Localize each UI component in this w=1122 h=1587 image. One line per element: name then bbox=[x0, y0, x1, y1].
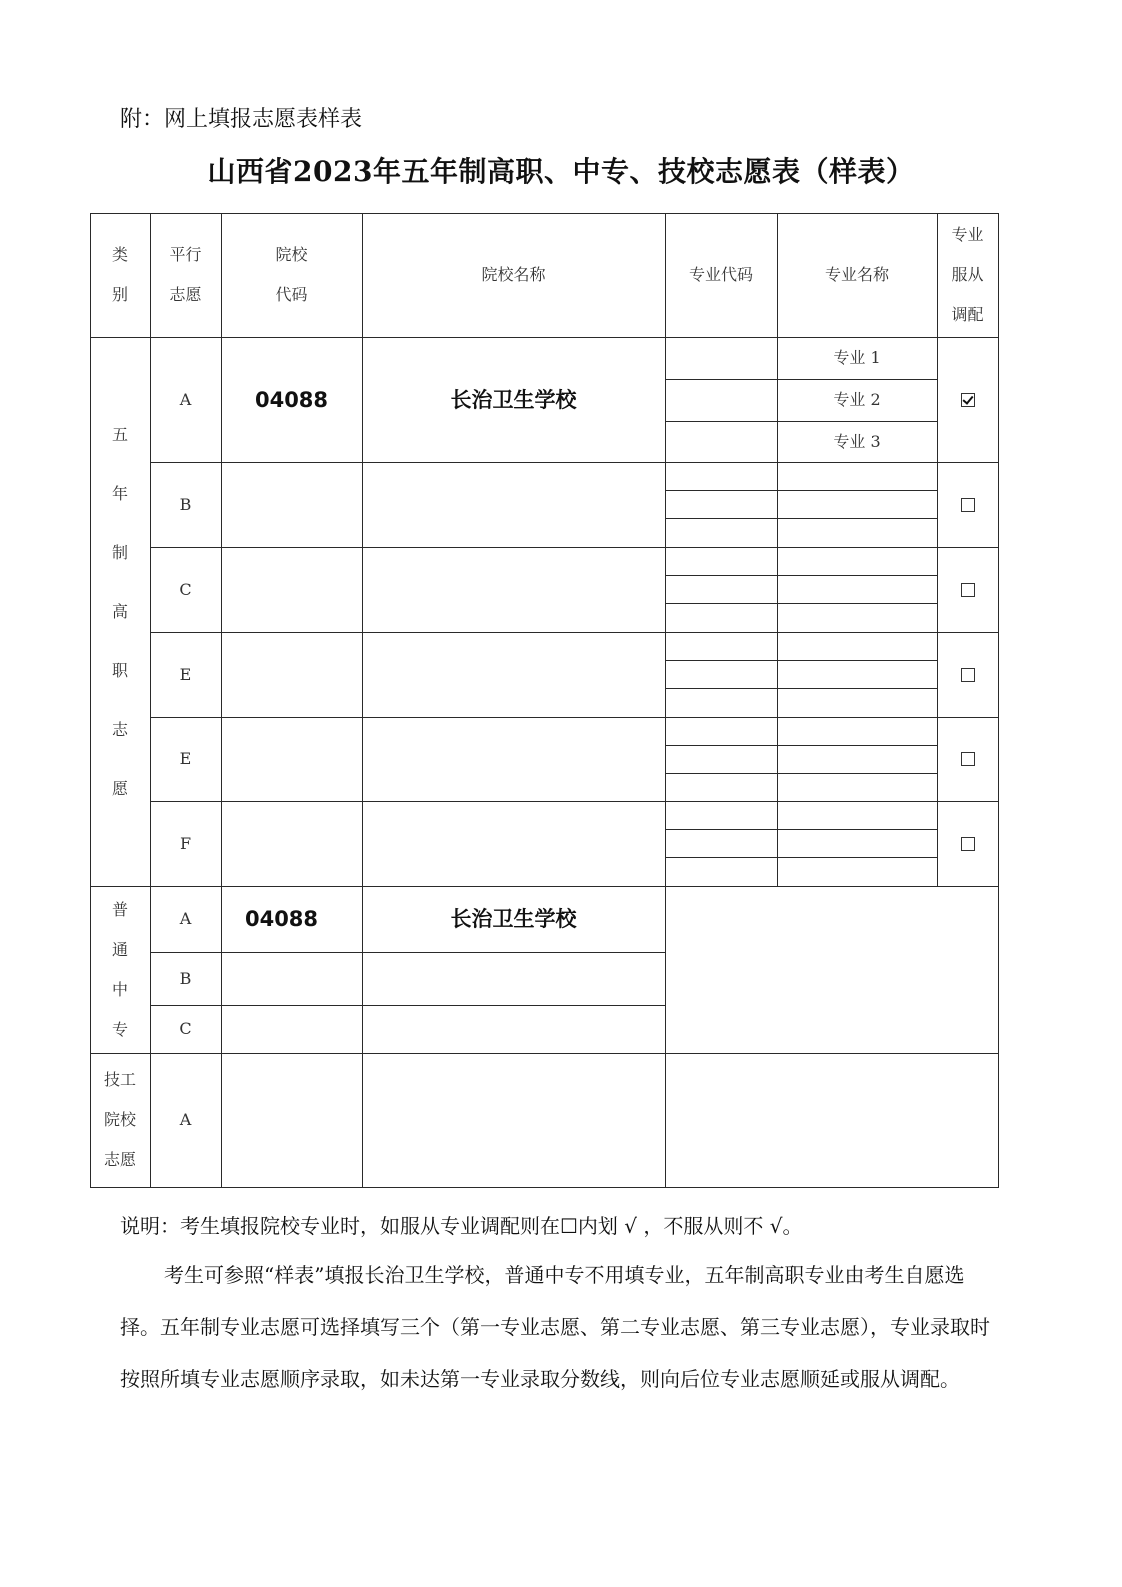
header-category bbox=[90, 213, 150, 337]
five-year-row-f-adjust bbox=[937, 801, 998, 886]
header-school-name: 院校名称 bbox=[481, 265, 546, 284]
instruction-paragraph: 考生可参照“样表”填报长治卫生学校，普通中专不用填专业，五年制高职专业由考生自愿选择。五年制专业志愿可选择填写三个（第一专业志愿、第二专业志愿、第三专业志愿），专业录取时按照所填专业志愿顺序录取，如未达第一专业录取分数线，则向后位专业志愿顺延或服从调配。 bbox=[120, 1263, 990, 1391]
grid-line bbox=[665, 421, 937, 422]
page-title: 山西省2023年五年制高职、中专、技校志愿表（样表） bbox=[207, 155, 915, 188]
header-parallel bbox=[150, 213, 221, 337]
grid-line bbox=[90, 886, 998, 887]
adjust-checkbox[interactable] bbox=[961, 583, 975, 597]
five-year-row-c-adjust bbox=[937, 547, 998, 632]
grid-line bbox=[150, 717, 998, 718]
header-adjust-line-3: 调配 bbox=[951, 305, 984, 324]
five-year-row-e1-adjust bbox=[937, 632, 998, 717]
five-year-label-char: 制 bbox=[111, 543, 128, 562]
five-year-row-a-letter: A bbox=[179, 389, 192, 409]
five-year-row-e1-letter: E bbox=[179, 664, 192, 684]
grid-line bbox=[665, 688, 937, 689]
five-year-label-char: 志 bbox=[111, 720, 128, 739]
adjust-checkbox[interactable] bbox=[961, 668, 975, 682]
secondary-label-char: 普 bbox=[111, 899, 128, 919]
five-year-section-label bbox=[90, 337, 150, 886]
header-school-code bbox=[221, 213, 362, 337]
header-parallel-line-2: 志愿 bbox=[169, 285, 202, 304]
five-year-row-b-letter: B bbox=[179, 494, 192, 514]
header-parallel-line-1: 平行 bbox=[169, 245, 202, 264]
grid-line bbox=[90, 213, 998, 214]
adjust-checkbox[interactable] bbox=[961, 837, 975, 851]
header-adjust-line-2: 服从 bbox=[951, 265, 984, 284]
grid-line bbox=[665, 575, 937, 576]
secondary-row-c-letter: C bbox=[179, 1019, 192, 1038]
grid-line bbox=[665, 603, 937, 604]
secondary-label-char: 中 bbox=[111, 979, 128, 999]
header-major-name: 专业名称 bbox=[824, 265, 889, 284]
five-year-label-char: 高 bbox=[111, 602, 128, 621]
grid-line bbox=[665, 660, 937, 661]
five-year-row-a-major-3[interactable]: 专业 3 bbox=[833, 431, 881, 451]
attachment-label: 附：网上填报志愿表样表 bbox=[120, 107, 363, 132]
grid-line bbox=[665, 490, 937, 491]
grid-line bbox=[90, 213, 91, 1188]
grid-line bbox=[150, 547, 998, 548]
five-year-row-e2-letter: E bbox=[179, 749, 192, 768]
technical-row-a-letter: A bbox=[179, 1110, 192, 1129]
grid-line bbox=[150, 213, 151, 1188]
secondary-section-label bbox=[90, 886, 150, 1053]
grid-line bbox=[150, 462, 998, 463]
grid-line bbox=[998, 213, 999, 1188]
adjust-checkbox-checked[interactable] bbox=[961, 393, 975, 407]
header-adjust-line-1: 专业 bbox=[951, 225, 984, 244]
five-year-row-a-major-1[interactable]: 专业 1 bbox=[833, 348, 881, 367]
technical-label-line: 志愿 bbox=[103, 1150, 136, 1169]
adjust-checkbox[interactable] bbox=[961, 498, 975, 512]
header-major-code: 专业代码 bbox=[688, 265, 753, 284]
five-year-row-a-school-code[interactable]: 04088 bbox=[254, 387, 329, 412]
grid-line bbox=[665, 773, 937, 774]
secondary-label-char: 通 bbox=[111, 939, 128, 959]
header-category-line-2: 别 bbox=[111, 285, 128, 304]
five-year-row-b-adjust bbox=[937, 462, 998, 547]
five-year-label-char: 职 bbox=[111, 661, 128, 680]
grid-line bbox=[362, 213, 363, 1188]
grid-line bbox=[777, 213, 778, 886]
grid-line bbox=[665, 857, 937, 858]
five-year-row-a-major-2[interactable]: 专业 2 bbox=[833, 390, 881, 409]
five-year-label-char: 年 bbox=[111, 484, 128, 503]
header-category-line-1: 类 bbox=[111, 245, 128, 264]
instruction-note: 说明：考生填报院校专业时，如服从专业调配则在☐内划 √ ，不服从则不 √。 bbox=[120, 1214, 803, 1238]
five-year-label-char: 五 bbox=[111, 425, 128, 444]
grid-line bbox=[665, 379, 937, 380]
grid-line bbox=[150, 952, 665, 953]
technical-section-label bbox=[90, 1053, 150, 1187]
five-year-row-a-adjust bbox=[937, 337, 998, 462]
header-adjust bbox=[937, 213, 998, 337]
grid-line bbox=[90, 1187, 999, 1188]
adjust-checkbox[interactable] bbox=[961, 752, 975, 766]
secondary-label-char: 专 bbox=[111, 1019, 128, 1039]
technical-label-line: 技工 bbox=[103, 1070, 136, 1089]
secondary-row-a-school-code[interactable]: 04088 bbox=[244, 907, 319, 931]
grid-line bbox=[90, 1053, 998, 1054]
grid-line bbox=[150, 801, 998, 802]
grid-line bbox=[150, 1005, 665, 1006]
header-school-code-line-1: 院校 bbox=[275, 245, 308, 264]
five-year-row-f-letter: F bbox=[179, 833, 192, 853]
five-year-row-a-school-name[interactable]: 长治卫生学校 bbox=[450, 386, 577, 412]
five-year-row-e2-adjust bbox=[937, 717, 998, 801]
technical-label-line: 院校 bbox=[103, 1110, 136, 1129]
secondary-row-b-letter: B bbox=[179, 968, 192, 988]
five-year-row-c-letter: C bbox=[179, 579, 192, 599]
header-school-code-line-2: 代码 bbox=[275, 285, 308, 304]
secondary-row-a-school-name[interactable]: 长治卫生学校 bbox=[450, 906, 577, 931]
grid-line bbox=[90, 337, 998, 338]
grid-line bbox=[665, 829, 937, 830]
grid-line bbox=[150, 632, 998, 633]
grid-line bbox=[221, 213, 222, 1188]
secondary-row-a-letter: A bbox=[179, 909, 192, 928]
grid-line bbox=[665, 213, 666, 1188]
grid-line bbox=[665, 518, 937, 519]
grid-line bbox=[665, 745, 937, 746]
five-year-label-char: 愿 bbox=[111, 779, 128, 798]
grid-line bbox=[937, 213, 938, 886]
